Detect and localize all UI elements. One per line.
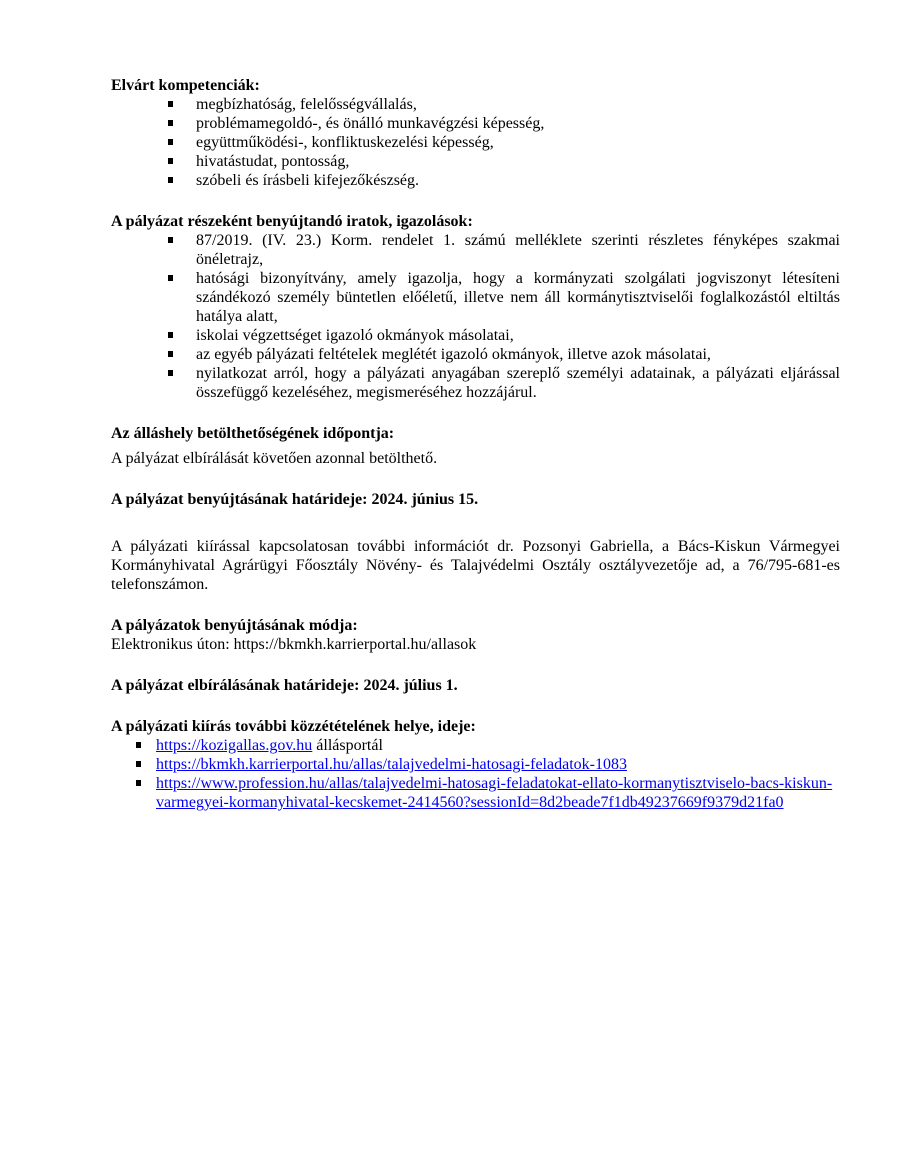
- list-item: hatósági bizonyítvány, amely igazolja, hogy a kormányzati szolgálati jogviszonyt létesíteni szándékozó személy büntetlen előéletű, illetve nem áll kormánytisztviselői foglalkozástól eltiltás hatálya alatt,: [111, 269, 840, 326]
- list-item: nyilatkozat arról, hogy a pályázati anyagában szereplő személyi adatainak, a pályázati eljárással összefüggő kezeléséhez, megismeréséhez hozzájárul.: [111, 364, 840, 402]
- list-item: megbízhatóság, felelősségvállalás,: [111, 95, 840, 114]
- publication-list: [111, 736, 840, 812]
- square-bullet-icon: [168, 158, 173, 164]
- evaluation-deadline-heading: A pályázat elbírálásának határideje: 2024. július 1.: [111, 677, 458, 694]
- karrierportal-link[interactable]: https://bkmkh.karrierportal.hu/allas/talajvedelmi-hatosagi-feladatok-1083: [156, 756, 627, 773]
- list-item: az egyéb pályázati feltételek meglétét igazoló okmányok, illetve azok másolatai,: [111, 345, 840, 364]
- kozigallas-link[interactable]: https://kozigallas.gov.hu: [156, 737, 313, 754]
- square-bullet-icon: [168, 120, 173, 126]
- square-bullet-icon: [168, 332, 173, 338]
- start-date-heading: Az álláshely betölthetőségének időpontja:: [111, 425, 395, 442]
- documents-list: [111, 231, 840, 402]
- list-item: 87/2019. (IV. 23.) Korm. rendelet 1. számú melléklete szerinti részletes fényképes szakmai önéletrajz,: [111, 231, 840, 269]
- square-bullet-icon: [168, 370, 173, 376]
- list-item: [111, 774, 840, 812]
- square-bullet-icon: [168, 177, 173, 183]
- profession-link[interactable]: https://www.profession.hu/allas/talajvedelmi-hatosagi-feladatokat-ellato-kormanytisztviselo-bacs-kiskun-varmegyei-kormanyhivatal-kecskemet-2414560?sessionId=8d2beade7f1db49237669f9379d21fa0: [156, 775, 833, 811]
- square-bullet-icon: [136, 761, 141, 767]
- competencies-list: [111, 95, 840, 190]
- square-bullet-icon: [168, 275, 173, 281]
- submission-method-text: Elektronikus úton: https://bkmkh.karrierportal.hu/allasok: [111, 636, 477, 653]
- submission-method-heading: A pályázatok benyújtásának módja:: [111, 617, 358, 634]
- contact-paragraph: A pályázati kiírással kapcsolatosan további információt dr. Pozsonyi Gabriella, a Bács-Kiskun Vármegyei Kormányhivatal Agrárügyi Főosztály Növény- és Talajvédelmi Osztály osztályvezetője ad, a 76/795-681-es telefonszámon.: [111, 538, 840, 593]
- publication-heading: A pályázati kiírás további közzétételének helye, ideje:: [111, 718, 476, 735]
- list-item: szóbeli és írásbeli kifejezőkészség.: [111, 171, 840, 190]
- square-bullet-icon: [168, 139, 173, 145]
- square-bullet-icon: [168, 351, 173, 357]
- square-bullet-icon: [136, 780, 141, 786]
- square-bullet-icon: [168, 101, 173, 107]
- list-item: hivatástudat, pontosság,: [111, 152, 840, 171]
- list-item: https://kozigallas.gov.hu állásportál: [111, 736, 840, 755]
- list-item: problémamegoldó-, és önálló munkavégzési képesség,: [111, 114, 840, 133]
- documents-heading: A pályázat részeként benyújtandó iratok, igazolások:: [111, 213, 473, 230]
- document-page: [111, 76, 840, 812]
- submission-deadline-heading: A pályázat benyújtásának határideje: 2024. június 15.: [111, 491, 479, 508]
- start-date-text: A pályázat elbírálását követően azonnal betölthető.: [111, 450, 438, 467]
- list-item: együttműködési-, konfliktuskezelési képesség,: [111, 133, 840, 152]
- list-item: iskolai végzettséget igazoló okmányok másolatai,: [111, 326, 840, 345]
- square-bullet-icon: [168, 237, 173, 243]
- square-bullet-icon: [136, 742, 141, 748]
- list-item: [111, 755, 840, 774]
- competencies-heading: Elvárt kompetenciák:: [111, 77, 260, 94]
